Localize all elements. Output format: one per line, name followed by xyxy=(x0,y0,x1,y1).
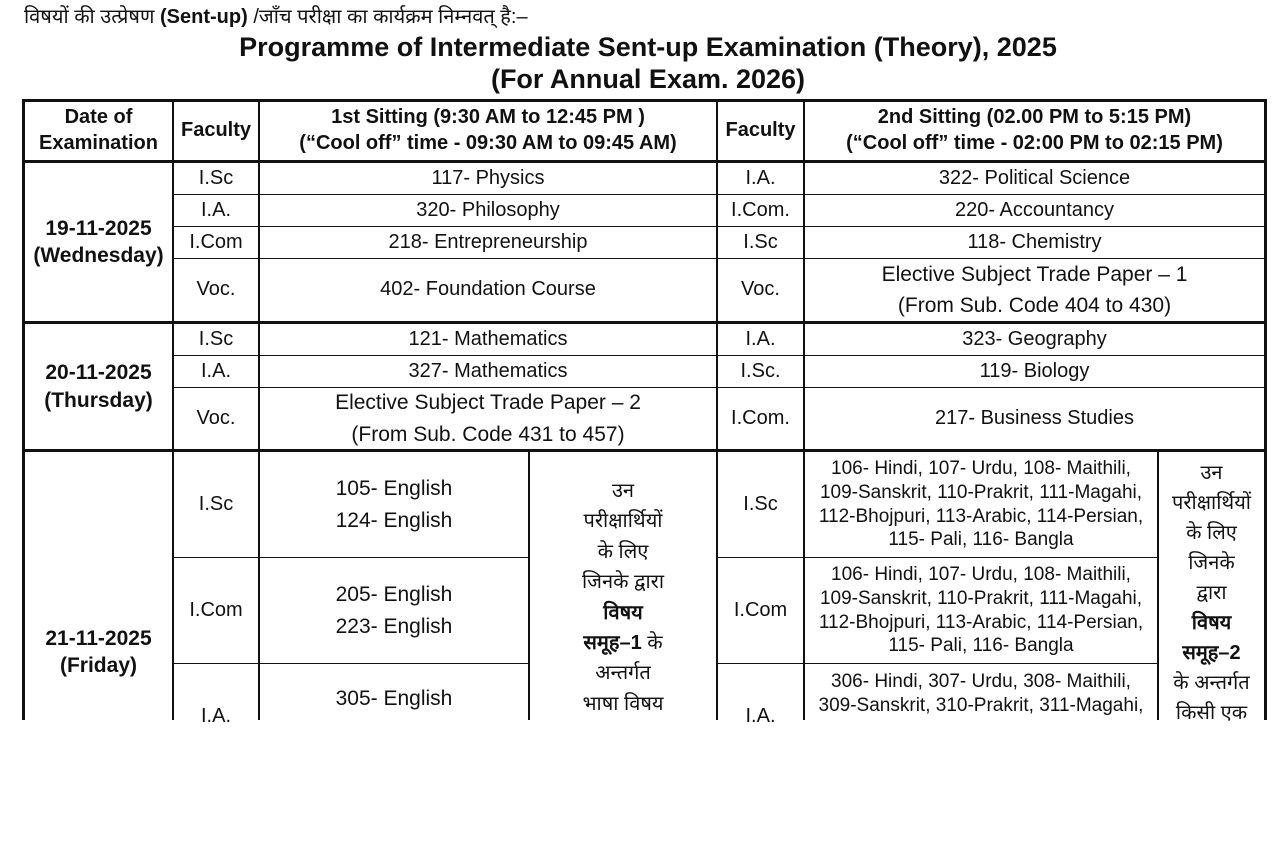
subject-cell: 119- Biology xyxy=(979,359,1090,382)
exam-day: (Thursday) xyxy=(44,388,153,412)
subject-line: 106- Hindi, 107- Urdu, 108- Maithili, xyxy=(831,458,1131,479)
note-line: समूह–2 xyxy=(1182,642,1241,664)
note-line: अन्तर्गत xyxy=(595,662,651,685)
header-date xyxy=(25,102,172,160)
subject-line: 106- Hindi, 107- Urdu, 108- Maithili, xyxy=(831,564,1131,585)
note-line: विषय xyxy=(1191,612,1232,634)
faculty-cell: I.Sc xyxy=(743,492,778,515)
faculty-cell: I.A. xyxy=(200,704,231,727)
faculty-cell: Voc. xyxy=(196,406,236,429)
subject-line: 112-Bhojpuri, 113-Arabic, 114-Persian, xyxy=(818,505,1144,527)
faculty-cell: I.Com. xyxy=(731,198,790,221)
note-group-label: समूह–1 xyxy=(583,631,642,654)
header-sitting-1-time: 1st Sitting (9:30 AM to 12:45 PM ) xyxy=(331,106,645,129)
subject-cell: 218- Entrepreneurship xyxy=(388,230,588,253)
faculty-cell: I.Com xyxy=(733,598,788,621)
header-date-line2: Examination xyxy=(39,132,158,154)
faculty-cell: I.Com xyxy=(189,598,243,621)
subject-line: 223- English xyxy=(335,614,453,638)
subject-cell xyxy=(260,388,716,449)
subject-line: (From Sub. Code 431 to 457) xyxy=(351,422,625,446)
intro-prefix: विषयों की उत्प्रेषण xyxy=(24,6,161,28)
note-line: द्वारा xyxy=(1196,582,1227,604)
faculty-cell: I.Com xyxy=(189,230,243,253)
note-line: के अन्तर्गत xyxy=(1173,672,1250,694)
subject-cell: 220- Accountancy xyxy=(955,198,1114,221)
subject-line: 109-Sanskrit, 110-Prakrit, 111-Magahi, xyxy=(819,587,1143,609)
subject-cell: 322- Political Science xyxy=(938,166,1131,189)
subject-line: 115- Pali, 116- Bangla xyxy=(888,529,1074,551)
faculty-cell: I.A. xyxy=(200,198,231,221)
faculty-cell: Voc. xyxy=(196,278,236,301)
intro-text xyxy=(24,2,528,29)
faculty-cell: I.Com. xyxy=(731,406,790,429)
subject-cell: 121- Mathematics xyxy=(408,327,568,350)
header-faculty-2: Faculty xyxy=(725,119,796,142)
faculty-cell: I.Sc xyxy=(198,327,234,350)
exam-date: 20-11-2025 xyxy=(45,361,152,385)
exam-day: (Wednesday) xyxy=(33,244,164,267)
intro-bold: (Sent-up) xyxy=(160,6,248,28)
subject-line: 112-Bhojpuri, 113-Arabic, 114-Persian, xyxy=(818,611,1144,633)
faculty-cell: I.A. xyxy=(200,359,231,382)
note-line: जिनके द्वारा xyxy=(581,571,665,594)
note-line: किसी एक xyxy=(1175,702,1248,724)
subject-cell: 320- Philosophy xyxy=(416,198,560,221)
note-line: के लिए xyxy=(597,540,649,563)
date-cell xyxy=(25,324,172,449)
page-title: Programme of Intermediate Sent-up Examination (Theory), 2025 xyxy=(239,32,1057,62)
note-line: परीक्षार्थियों xyxy=(1172,492,1251,514)
subject-cell: 323- Geography xyxy=(962,327,1107,350)
header-sitting-2 xyxy=(805,102,1264,160)
language-subjects-cell xyxy=(805,558,1157,663)
subject-cell xyxy=(260,664,528,720)
header-sitting-1 xyxy=(260,102,716,160)
faculty-cell: I.Sc xyxy=(198,492,234,515)
header-sitting-2-time: 2nd Sitting (02.00 PM to 5:15 PM) xyxy=(877,106,1192,129)
subject-cell: 217- Business Studies xyxy=(934,406,1134,429)
note-line: परीक्षार्थियों xyxy=(583,510,663,533)
subject-cell: 117- Physics xyxy=(431,166,545,189)
note-line: विषय xyxy=(603,601,643,624)
faculty-cell: I.A. xyxy=(745,166,776,189)
subject-line: (From Sub. Code 404 to 430) xyxy=(897,294,1172,317)
note-line: भाषा विषय xyxy=(582,692,664,715)
header-date-line1: Date of xyxy=(64,106,133,129)
subject-line: 205- English xyxy=(335,583,453,606)
subject-cell xyxy=(260,558,528,663)
subject-line: 309-Sanskrit, 310-Prakrit, 311-Magahi, xyxy=(818,694,1144,716)
subject-line: Elective Subject Trade Paper – 2 xyxy=(335,391,641,414)
subject-line: Elective Subject Trade Paper – 1 xyxy=(881,262,1188,286)
subject-cell: 327- Mathematics xyxy=(408,359,568,382)
subject-line: 109-Sanskrit, 110-Prakrit, 111-Magahi, xyxy=(819,481,1143,503)
exam-date: 21-11-2025 xyxy=(45,626,152,650)
subject-cell xyxy=(805,259,1264,321)
page-subtitle: (For Annual Exam. 2026) xyxy=(490,64,806,94)
exam-day: (Friday) xyxy=(59,654,137,677)
group-2-note xyxy=(1159,452,1264,724)
language-subjects-cell xyxy=(805,664,1157,720)
faculty-cell: I.A. xyxy=(745,327,776,350)
header-sitting-2-cooloff: (“Cool off” time - 02:00 PM to 02:15 PM) xyxy=(846,132,1223,154)
header-faculty-1: Faculty xyxy=(180,119,252,142)
note-line: जिनके xyxy=(1188,552,1235,574)
header-sitting-1-cooloff: (“Cool off” time - 09:30 AM to 09:45 AM) xyxy=(299,132,677,154)
language-subjects-cell xyxy=(805,452,1157,557)
note-line: के लिए xyxy=(1186,522,1237,544)
exam-date: 19-11-2025 xyxy=(45,216,152,240)
note-text: के xyxy=(641,631,663,654)
date-cell xyxy=(25,163,172,321)
intro-suffix: /जाँच परीक्षा का कार्यक्रम निम्नवत् है:– xyxy=(247,6,528,28)
subject-cell: 402- Foundation Course xyxy=(380,278,596,301)
faculty-cell: Voc. xyxy=(741,278,780,301)
subject-line: 306- Hindi, 307- Urdu, 308- Maithili, xyxy=(831,671,1131,692)
note-line: उन xyxy=(611,480,635,502)
note-line: उन xyxy=(1200,462,1223,484)
subject-line: 115- Pali, 116- Bangla xyxy=(888,635,1074,657)
subject-cell: 118- Chemistry xyxy=(967,230,1102,253)
faculty-cell: I.A. xyxy=(745,704,776,727)
faculty-cell: I.Sc xyxy=(198,166,234,189)
subject-line: 105- English xyxy=(335,477,453,500)
group-1-note xyxy=(530,452,716,720)
subject-cell xyxy=(260,452,528,557)
subject-line: 124- English xyxy=(335,508,453,532)
table-right-border xyxy=(1264,99,1267,720)
faculty-cell: I.Sc. xyxy=(740,359,781,382)
subject-line: 305- English xyxy=(335,687,453,710)
note-line xyxy=(583,628,662,658)
faculty-cell: I.Sc xyxy=(743,230,778,253)
date-cell xyxy=(25,452,172,852)
